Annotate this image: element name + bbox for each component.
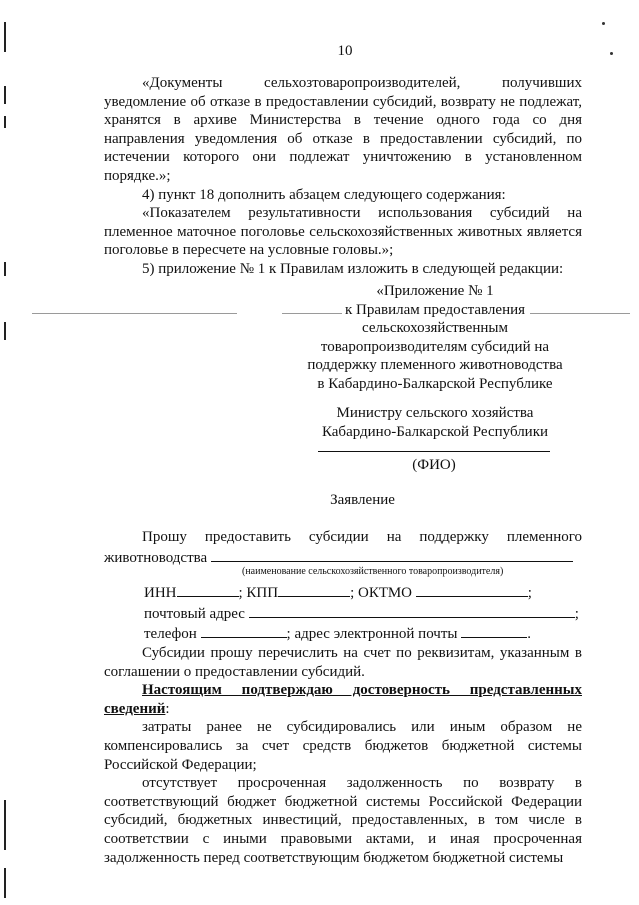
- appendix-line: сельскохозяйственным: [362, 320, 508, 336]
- fio-fill-line[interactable]: [318, 451, 550, 452]
- kpp-label: ; КПП: [238, 585, 279, 602]
- paragraph-documents: «Документы сельхозтоваропроизводителей, получивших уведомление об отказе в предоставлении субсидий, возврату не подлежат, хранятся в архиве Министерства в течение одного года со дня направления уведомления об отказе в предоставлении субсидий, по истечении которого они подлежат уничтожению в установленном порядке.»;: [104, 75, 582, 184]
- phone-field[interactable]: [201, 623, 287, 638]
- kpp-field[interactable]: [278, 582, 350, 597]
- confirm-heading: Настоящим подтверждаю достоверность представленных сведений: [104, 682, 582, 717]
- inn-row: [104, 582, 582, 603]
- confirm-paragraph: [104, 681, 582, 718]
- appendix-line: поддержку племенного животноводства: [307, 357, 563, 373]
- fio-caption: (ФИО): [412, 457, 456, 473]
- addressee-block: [300, 404, 570, 441]
- document-title: Заявление: [330, 492, 395, 508]
- transfer-paragraph: Субсидии прошу перечислить на счет по реквизитам, указанным в соглашении о предоставлении субсидий.: [104, 644, 582, 680]
- appendix-line: товаропроизводителям субсидий на: [320, 338, 550, 355]
- amendment-text: [104, 74, 582, 279]
- inn-label: ИНН: [144, 585, 177, 602]
- scan-mark: [4, 800, 6, 850]
- producer-caption: (наименование сельскохозяйственного товаропроизводителя): [242, 566, 504, 578]
- scan-mark: [4, 868, 6, 898]
- contact-row: [104, 623, 582, 644]
- condition-costs: затраты ранее не субсидировались или иным образом не компенсировались за счет средств бюджетов бюджетной системы Российской Федерации;: [104, 719, 582, 773]
- scan-mark: [4, 262, 6, 276]
- condition-debt: отсутствует просроченная задолженность по возврату в соответствующий бюджет бюджетной системы Российской Федерации субсидий, бюджетных инвестиций, предоставленных, в том числе в соответствии с иными правовыми актами, и иная просроченная задолженность перед соответствующим бюджетом бюджетной системы: [104, 775, 582, 866]
- scan-mark: [4, 86, 6, 104]
- colon: :: [165, 700, 170, 717]
- paragraph-indicator: «Показателем результативности использования субсидий на племенное маточное поголовье сельскохозяйственных животных является поголовье в пересчете на условные головы.»;: [104, 205, 582, 259]
- appendix-header: [300, 282, 570, 393]
- postal-row: [104, 603, 582, 624]
- request-line: Прошу предоставить субсидии на поддержку племенного: [142, 529, 582, 545]
- page-number: 10: [337, 43, 353, 59]
- addressee-line: Министру сельского хозяйства: [336, 405, 534, 421]
- appendix-line: «Приложение № 1: [376, 283, 494, 299]
- producer-name-field[interactable]: [211, 547, 573, 562]
- inn-field[interactable]: [177, 582, 239, 597]
- scan-dot: [602, 22, 605, 25]
- addressee-line: Кабардино-Балкарской Республики: [321, 423, 549, 440]
- phone-label: телефон: [144, 626, 197, 643]
- oktmo-label: ; ОКТМО: [350, 585, 412, 602]
- oktmo-field[interactable]: [416, 582, 528, 597]
- appendix-line: к Правилам предоставления: [344, 301, 526, 318]
- scan-mark: [4, 322, 6, 340]
- scan-line: [32, 313, 237, 314]
- semicolon: ;: [574, 605, 579, 622]
- appendix-line: в Кабардино-Балкарской Республике: [317, 375, 553, 392]
- email-field[interactable]: [461, 623, 527, 638]
- request-continued: животноводства: [104, 549, 208, 566]
- semicolon: ;: [527, 585, 532, 602]
- postal-label: почтовый адрес: [144, 605, 245, 622]
- paragraph-item-5: 5) приложение № 1 к Правилам изложить в следующей редакции:: [142, 260, 564, 277]
- email-label: ; адрес электронной почты: [286, 626, 458, 643]
- producer-row: [104, 547, 582, 568]
- scan-mark: [4, 116, 6, 128]
- paragraph-item-4: 4) пункт 18 дополнить абзацем следующего содержания:: [142, 186, 506, 203]
- application-form: [104, 528, 582, 867]
- period: .: [527, 626, 531, 643]
- postal-address-field[interactable]: [249, 603, 575, 618]
